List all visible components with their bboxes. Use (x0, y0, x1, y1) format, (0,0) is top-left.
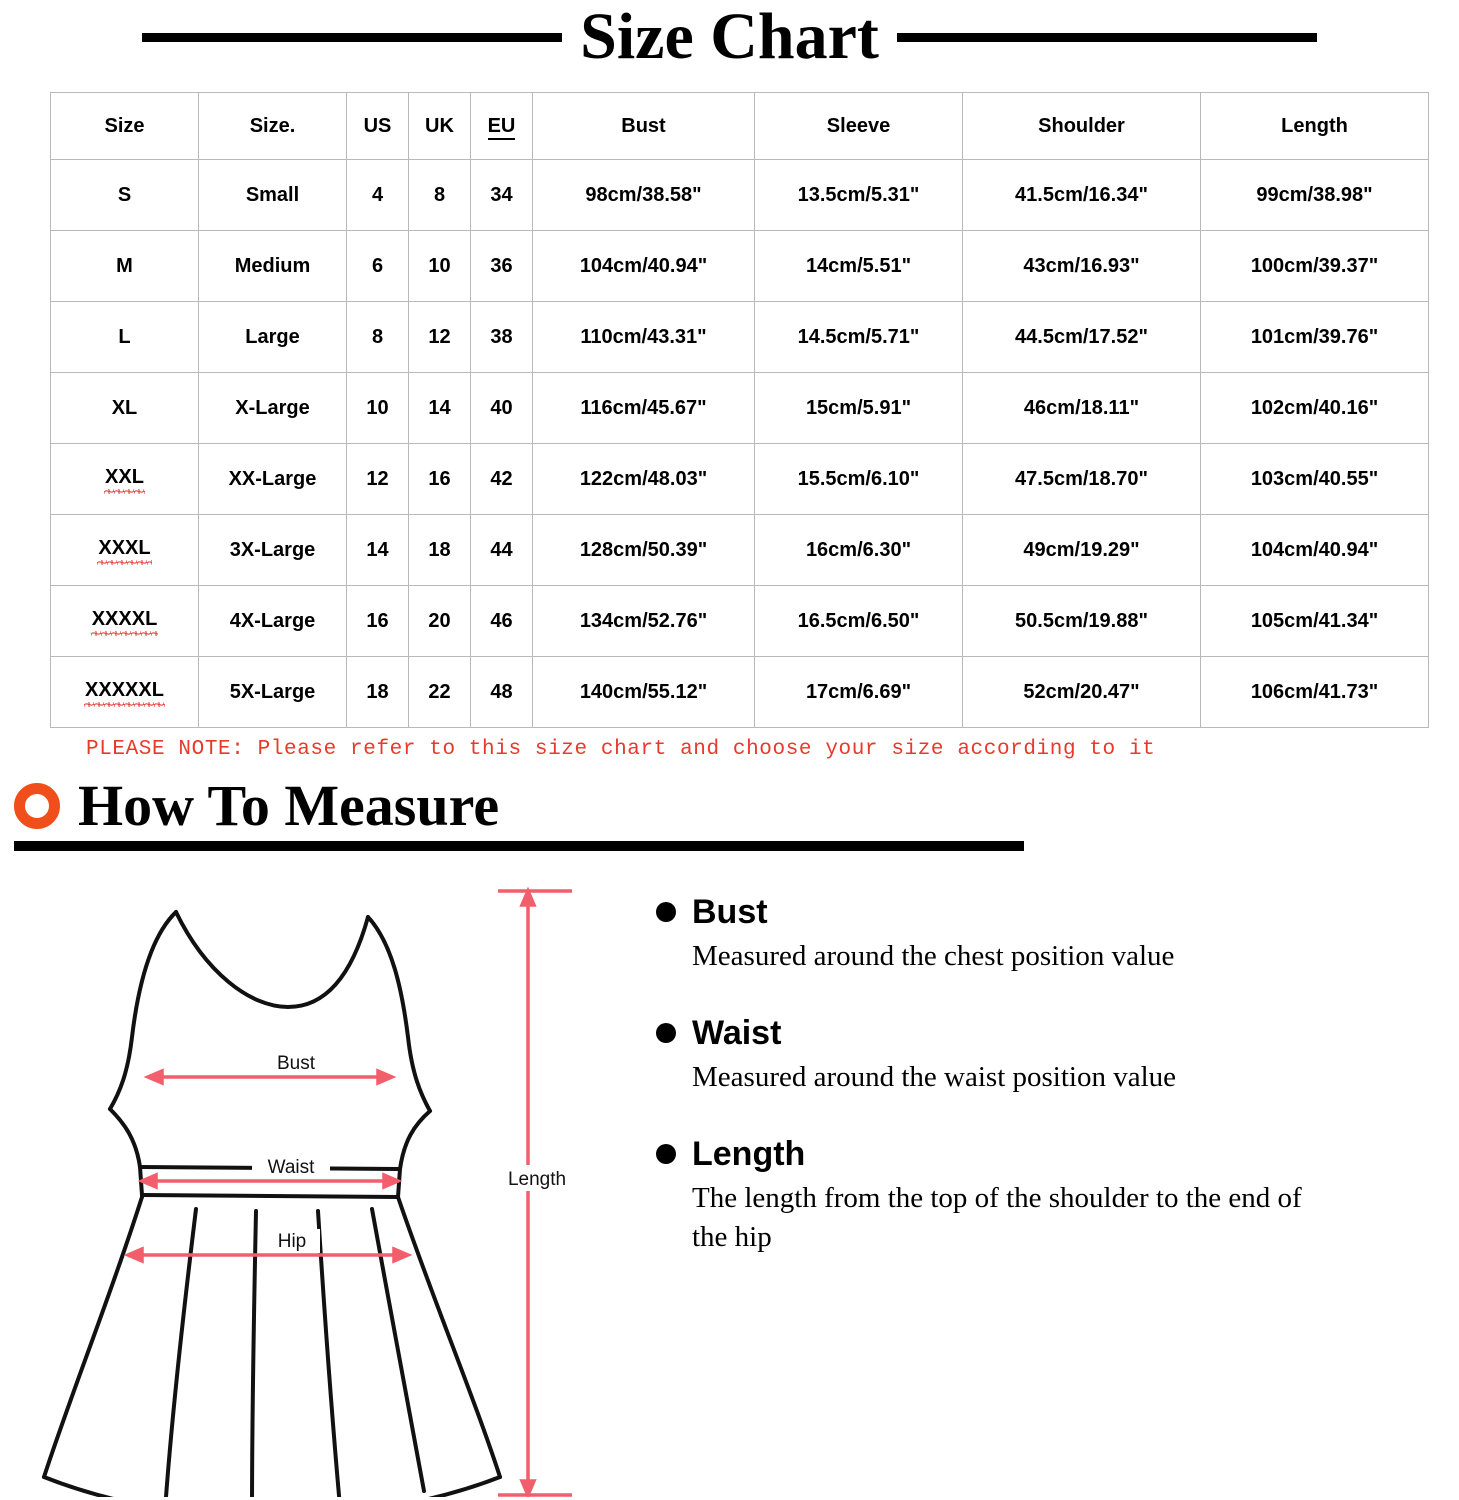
cell-sleeve: 13.5cm/5.31" (755, 160, 963, 231)
cell-eu: 36 (471, 231, 533, 302)
cell-shoulder: 47.5cm/18.70" (963, 444, 1201, 515)
cell-eu: 48 (471, 657, 533, 728)
column-header-eu-label: EU (488, 115, 516, 140)
bullet-icon (656, 902, 676, 922)
measure-item-bust (640, 895, 1459, 976)
cell-size (51, 586, 199, 657)
cell-us: 4 (347, 160, 409, 231)
cell-length: 103cm/40.55" (1201, 444, 1429, 515)
table-row (51, 444, 1429, 515)
size-table (50, 92, 1429, 728)
dress-illustration (0, 877, 620, 1497)
figure-label-hip: Hip (277, 1231, 307, 1252)
cell-shoulder: 43cm/16.93" (963, 231, 1201, 302)
cell-length: 105cm/41.34" (1201, 586, 1429, 657)
title-rule-left (142, 33, 562, 42)
measure-item-length (640, 1137, 1459, 1257)
cell-bust: 122cm/48.03" (533, 444, 755, 515)
measure-item-text: The length from the top of the shoulder to the end of the hip (692, 1182, 1302, 1254)
bullet-icon (656, 1144, 676, 1164)
how-to-measure-body (0, 877, 1459, 1497)
cell-length: 106cm/41.73" (1201, 657, 1429, 728)
cell-bust: 116cm/45.67" (533, 373, 755, 444)
cell-shoulder: 49cm/19.29" (963, 515, 1201, 586)
cell-shoulder: 44.5cm/17.52" (963, 302, 1201, 373)
column-header-size-name: Size. (199, 93, 347, 160)
cell-sleeve: 16.5cm/6.50" (755, 586, 963, 657)
size-code: M (116, 254, 133, 277)
cell-us: 6 (347, 231, 409, 302)
how-to-measure-header (14, 773, 1459, 838)
size-code: XXXXL (92, 608, 158, 634)
cell-shoulder: 50.5cm/19.88" (963, 586, 1201, 657)
cell-length: 100cm/39.37" (1201, 231, 1429, 302)
cell-length: 104cm/40.94" (1201, 515, 1429, 586)
cell-uk: 18 (409, 515, 471, 586)
cell-us: 16 (347, 586, 409, 657)
measure-item-heading (640, 895, 1459, 929)
cell-size-name: X-Large (199, 373, 347, 444)
measure-item-text: Measured around the chest position value (692, 940, 1175, 972)
table-row (51, 160, 1429, 231)
how-to-measure-title: How To Measure (78, 773, 500, 838)
cell-uk: 20 (409, 586, 471, 657)
figure-label-bust: Bust (276, 1053, 316, 1074)
size-chart-header (0, 0, 1459, 73)
cell-size-name: Small (199, 160, 347, 231)
cell-eu: 38 (471, 302, 533, 373)
dress-figure (0, 877, 620, 1497)
size-code: XXXXXL (85, 679, 164, 705)
cell-sleeve: 16cm/6.30" (755, 515, 963, 586)
cell-size (51, 160, 199, 231)
bullet-icon (656, 1023, 676, 1043)
cell-us: 14 (347, 515, 409, 586)
how-to-measure-rule (14, 841, 1024, 851)
cell-sleeve: 14.5cm/5.71" (755, 302, 963, 373)
cell-bust: 98cm/38.58" (533, 160, 755, 231)
measure-item-title: Bust (692, 893, 768, 931)
column-header-length: Length (1201, 93, 1429, 160)
size-code: XXL (105, 466, 144, 492)
table-row (51, 373, 1429, 444)
column-header-bust: Bust (533, 93, 755, 160)
size-code: XXXL (98, 537, 150, 563)
figure-label-waist: Waist (267, 1157, 315, 1178)
measure-item-title: Waist (692, 1014, 782, 1053)
cell-length: 99cm/38.98" (1201, 160, 1429, 231)
title-rule-right (897, 33, 1317, 42)
measure-item-waist (640, 1016, 1459, 1097)
measure-item-title: Length (692, 1135, 806, 1174)
cell-size (51, 515, 199, 586)
cell-size (51, 302, 199, 373)
column-header-us: US (347, 93, 409, 160)
cell-uk: 14 (409, 373, 471, 444)
cell-sleeve: 15.5cm/6.10" (755, 444, 963, 515)
please-note-text: PLEASE NOTE: Please refer to this size chart and choose your size according to it (86, 738, 1156, 761)
cell-sleeve: 17cm/6.69" (755, 657, 963, 728)
cell-size-name: Large (199, 302, 347, 373)
table-row (51, 515, 1429, 586)
cell-bust: 128cm/50.39" (533, 515, 755, 586)
cell-us: 10 (347, 373, 409, 444)
cell-eu: 42 (471, 444, 533, 515)
cell-uk: 22 (409, 657, 471, 728)
cell-sleeve: 14cm/5.51" (755, 231, 963, 302)
cell-length: 102cm/40.16" (1201, 373, 1429, 444)
table-row (51, 231, 1429, 302)
measure-item-text: Measured around the waist position value (692, 1061, 1177, 1094)
cell-us: 18 (347, 657, 409, 728)
cell-size (51, 231, 199, 302)
cell-shoulder: 46cm/18.11" (963, 373, 1201, 444)
cell-size-name: 3X-Large (199, 515, 347, 586)
table-header-row (51, 93, 1429, 160)
size-code: XL (111, 396, 138, 419)
cell-uk: 10 (409, 231, 471, 302)
cell-size-name: XX-Large (199, 444, 347, 515)
figure-label-length: Length (507, 1169, 567, 1190)
ring-icon (14, 783, 60, 829)
size-table-container (50, 92, 1430, 728)
cell-size (51, 657, 199, 728)
cell-bust: 134cm/52.76" (533, 586, 755, 657)
measure-item-heading (640, 1135, 1459, 1174)
cell-size-name: 4X-Large (199, 586, 347, 657)
cell-eu: 46 (471, 586, 533, 657)
size-code: S (117, 183, 132, 206)
cell-eu: 44 (471, 515, 533, 586)
cell-uk: 12 (409, 302, 471, 373)
cell-us: 12 (347, 444, 409, 515)
page-title: Size Chart (580, 0, 879, 73)
cell-bust: 104cm/40.94" (533, 231, 755, 302)
cell-eu: 34 (471, 160, 533, 231)
column-header-eu (471, 93, 533, 160)
cell-sleeve: 15cm/5.91" (755, 373, 963, 444)
measure-descriptions (620, 877, 1459, 1497)
table-row (51, 302, 1429, 373)
cell-length: 101cm/39.76" (1201, 302, 1429, 373)
table-row (51, 657, 1429, 728)
cell-bust: 140cm/55.12" (533, 657, 755, 728)
measure-item-heading (640, 1014, 1459, 1053)
cell-size-name: 5X-Large (199, 657, 347, 728)
column-header-size: Size (51, 93, 199, 160)
cell-size (51, 373, 199, 444)
cell-eu: 40 (471, 373, 533, 444)
cell-us: 8 (347, 302, 409, 373)
column-header-uk: UK (409, 93, 471, 160)
cell-bust: 110cm/43.31" (533, 302, 755, 373)
size-code: L (118, 325, 131, 348)
table-row (51, 586, 1429, 657)
cell-uk: 16 (409, 444, 471, 515)
cell-shoulder: 52cm/20.47" (963, 657, 1201, 728)
cell-size-name: Medium (199, 231, 347, 302)
column-header-sleeve: Sleeve (755, 93, 963, 160)
cell-size (51, 444, 199, 515)
column-header-shoulder: Shoulder (963, 93, 1201, 160)
cell-shoulder: 41.5cm/16.34" (963, 160, 1201, 231)
cell-uk: 8 (409, 160, 471, 231)
